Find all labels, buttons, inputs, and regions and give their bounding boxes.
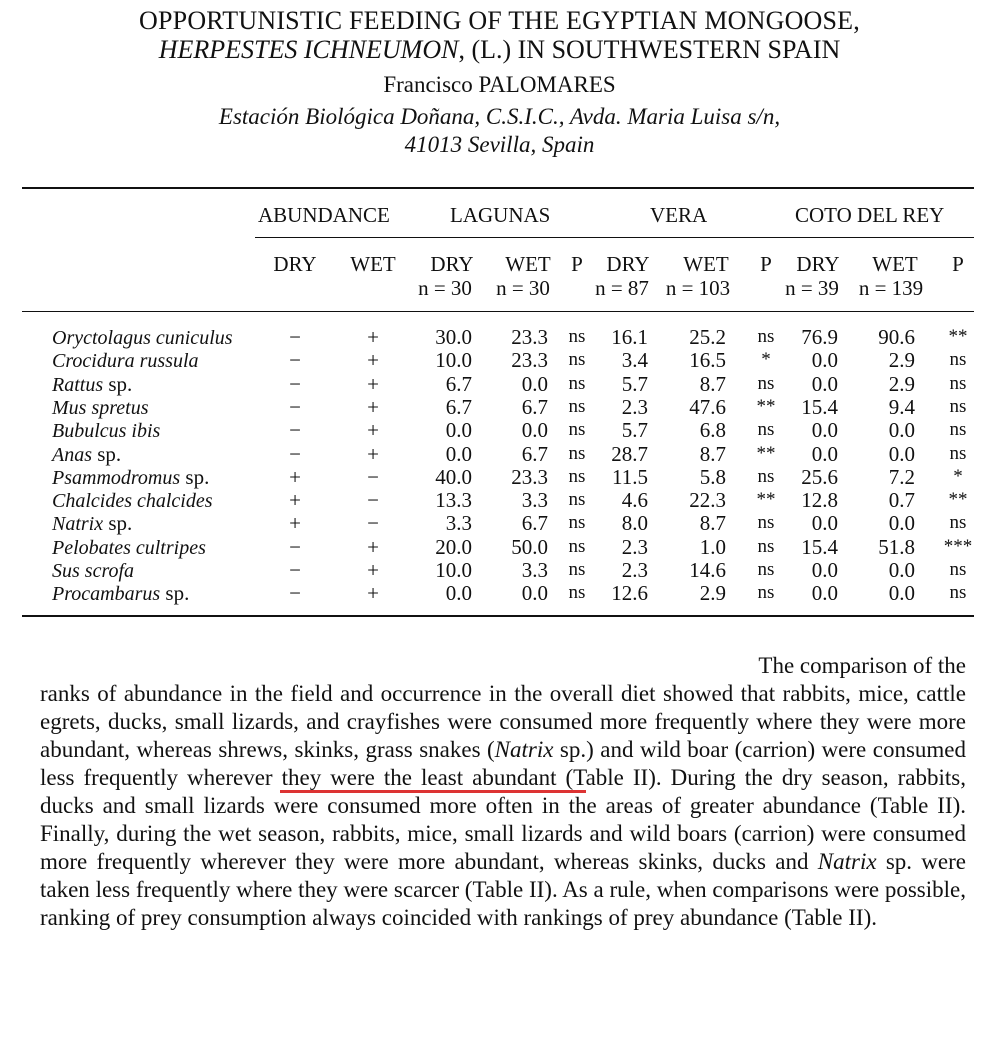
cell-abundance-dry: +: [289, 464, 301, 489]
species-name: [52, 558, 134, 583]
cell-lagunas-p: ns: [568, 349, 586, 371]
cell-coto-p: ns: [949, 512, 967, 534]
cell-lagunas-wet: 3.3: [521, 558, 548, 582]
cell-lagunas-p: ns: [568, 535, 586, 557]
cell-vera-p: ns: [757, 419, 775, 441]
author-first: Francisco: [383, 72, 479, 97]
header-bottom-rule: [22, 311, 974, 312]
cell-coto-dry: 0.0: [811, 441, 838, 466]
group-lagunas: LAGUNAS: [450, 203, 551, 227]
species-name: [52, 442, 121, 467]
cell-coto-wet: 9.4: [888, 394, 915, 419]
cell-abundance-wet: +: [367, 441, 379, 466]
cell-coto-wet: 0.0: [888, 441, 915, 466]
cell-lagunas-dry: 3.3: [445, 511, 472, 536]
cell-coto-p: ns: [949, 442, 967, 464]
subheader-vera-wet: WET: [683, 252, 729, 276]
cell-lagunas-wet: 6.7: [521, 511, 548, 536]
cell-lagunas-wet: 23.3: [511, 348, 548, 373]
n-label: n = 39: [785, 276, 839, 300]
subheader-coto-dry: DRY: [796, 252, 840, 276]
cell-lagunas-p: ns: [568, 582, 586, 604]
cell-lagunas-dry: 30.0: [435, 325, 472, 349]
author: [0, 71, 999, 99]
cell-vera-dry: 5.7: [621, 418, 648, 443]
cell-abundance-dry: −: [289, 418, 301, 443]
cell-lagunas-dry: 0.0: [445, 418, 472, 443]
cell-lagunas-wet: 6.7: [521, 394, 548, 419]
cell-vera-dry: 12.6: [611, 581, 648, 606]
species-name: [52, 348, 199, 373]
cell-coto-p: ***: [943, 535, 973, 557]
species-name: [52, 581, 189, 606]
group-abundance: ABUNDANCE: [258, 203, 390, 227]
title-rest: , (L.) IN SOUTHWESTERN SPAIN: [458, 35, 841, 64]
n-label: n = 30: [418, 276, 472, 300]
species-italic: Bubulcus ibis: [52, 420, 161, 443]
species-italic: Chalcides chalcides: [52, 490, 213, 513]
group-vera: VERA: [650, 203, 708, 227]
species-italic: Sus scrofa: [52, 560, 135, 582]
cell-coto-p: **: [948, 489, 968, 511]
cell-lagunas-dry: 6.7: [445, 371, 472, 396]
cell-coto-dry: 0.0: [811, 558, 838, 582]
cell-lagunas-dry: 6.7: [445, 394, 472, 419]
cell-coto-dry: 15.4: [801, 534, 838, 559]
subheader-lagunas-p: P: [571, 252, 583, 276]
group-rule: [255, 237, 974, 238]
cell-vera-wet: 22.3: [689, 488, 726, 513]
cell-lagunas-dry: 40.0: [435, 464, 472, 489]
subheader-vera-dry: DRY: [606, 252, 650, 276]
cell-abundance-dry: −: [289, 558, 301, 582]
cell-vera-p: **: [756, 395, 776, 417]
cell-vera-p: ns: [757, 326, 775, 347]
cell-vera-p: ns: [757, 465, 775, 487]
species-italic: Crocidura russula: [52, 350, 199, 373]
cell-vera-dry: 11.5: [612, 464, 648, 489]
group-coto-del-rey: COTO DEL REY: [795, 203, 945, 227]
cell-coto-wet: 0.0: [888, 581, 915, 606]
cell-lagunas-p: ns: [568, 395, 586, 417]
cell-abundance-wet: −: [367, 464, 379, 489]
cell-coto-p: ns: [949, 349, 967, 371]
cell-vera-dry: 4.6: [621, 488, 648, 513]
cell-coto-wet: 90.6: [878, 325, 915, 349]
cell-lagunas-wet: 6.7: [521, 441, 548, 466]
cell-lagunas-wet: 0.0: [521, 581, 548, 606]
species-name: [52, 418, 160, 443]
species-suffix: sp.: [92, 441, 122, 466]
cell-lagunas-wet: 0.0: [521, 418, 548, 443]
cell-vera-p: *: [761, 349, 771, 371]
species-name: [52, 535, 206, 560]
paper-header: [0, 6, 999, 159]
cell-abundance-dry: +: [289, 488, 301, 513]
title-species: HERPESTES ICHNEUMON: [158, 35, 459, 64]
cell-abundance-wet: +: [367, 558, 379, 582]
cell-coto-p: ns: [949, 395, 967, 417]
cell-abundance-dry: −: [289, 325, 301, 349]
cell-vera-dry: 5.7: [621, 371, 648, 396]
cell-lagunas-dry: 13.3: [435, 488, 472, 513]
paper-title-line2: [0, 35, 999, 65]
cell-vera-dry: 28.7: [611, 441, 648, 466]
cell-abundance-dry: −: [289, 581, 301, 606]
cell-lagunas-wet: 0.0: [521, 371, 548, 396]
cell-abundance-wet: +: [367, 325, 379, 349]
cell-vera-wet: 2.9: [699, 581, 726, 606]
cell-coto-wet: 7.2: [888, 464, 915, 489]
cell-vera-dry: 2.3: [621, 558, 648, 582]
cell-abundance-wet: +: [367, 581, 379, 606]
cell-abundance-wet: +: [367, 418, 379, 443]
paragraph-text-c: sp. were taken less frequently where they were scarcer (Table II). As a rule, when comparisons were possible, ranking of prey consumption always coincided with rankings of prey abundance (Table II).: [40, 849, 966, 930]
subheader-coto-wet: WET: [872, 252, 918, 276]
cell-lagunas-wet: 50.0: [511, 534, 548, 559]
subheader-lagunas-dry: DRY: [430, 252, 474, 276]
red-underline-annotation: [280, 790, 586, 793]
cell-coto-p: ns: [949, 419, 967, 441]
cell-vera-dry: 3.4: [621, 348, 648, 373]
cell-vera-p: ns: [757, 372, 775, 394]
cell-vera-wet: 25.2: [689, 325, 726, 349]
cell-lagunas-wet: 23.3: [511, 464, 548, 489]
cell-lagunas-p: ns: [568, 512, 586, 534]
cell-lagunas-p: ns: [568, 326, 586, 347]
cell-vera-wet: 16.5: [689, 348, 726, 373]
cell-vera-wet: 8.7: [699, 511, 726, 536]
cell-coto-wet: 0.0: [888, 558, 915, 582]
cell-coto-wet: 2.9: [888, 348, 915, 373]
species-italic: Anas: [52, 443, 92, 466]
author-last: PALOMARES: [478, 72, 616, 97]
subheader-vera-p: P: [760, 252, 772, 276]
cell-coto-dry: 0.0: [811, 371, 838, 396]
paragraph-natrix: Natrix: [494, 737, 554, 762]
cell-abundance-dry: +: [289, 511, 301, 536]
species-name: [52, 511, 132, 536]
cell-abundance-dry: −: [289, 371, 301, 396]
cell-lagunas-dry: 10.0: [435, 348, 472, 373]
table-bottom-rule: [22, 615, 974, 617]
cell-vera-wet: 8.7: [699, 441, 726, 466]
species-italic: Rattus: [52, 373, 104, 396]
subheader-coto-p: P: [952, 252, 964, 276]
cell-abundance-dry: −: [289, 534, 301, 559]
cell-abundance-wet: +: [367, 394, 379, 419]
cell-coto-wet: 51.8: [878, 534, 915, 559]
cell-coto-p: **: [948, 326, 968, 347]
cell-vera-wet: 5.8: [699, 464, 726, 489]
n-label: n = 103: [665, 276, 731, 300]
cell-lagunas-dry: 0.0: [445, 441, 472, 466]
species-italic: Psammodromus: [52, 466, 181, 489]
cell-vera-wet: 1.0: [699, 534, 726, 559]
species-suffix: sp.: [160, 581, 190, 606]
cell-coto-wet: 0.7: [888, 488, 915, 513]
species-italic: Pelobates cultripes: [52, 536, 206, 559]
cell-coto-p: *: [953, 465, 963, 487]
paragraph-text-a: ranks of abundance in the field and occurrence in the overall diet showed that rabbits, mice, cattle egrets, ducks, small lizards, and crayfishes were consumed more frequently where they were more abundant, whereas shrews, skinks, grass snakes (: [40, 681, 966, 762]
cell-lagunas-wet: 3.3: [521, 488, 548, 513]
species-name: [52, 395, 148, 420]
affiliation-line1: Estación Biológica Doñana, C.S.I.C., Avda. Maria Luisa s/n,: [218, 104, 781, 129]
cell-lagunas-p: ns: [568, 489, 586, 511]
species-suffix: sp.: [180, 464, 210, 489]
cell-lagunas-wet: 23.3: [511, 325, 548, 349]
species-name: [52, 325, 233, 350]
cell-coto-p: ns: [949, 559, 967, 580]
cell-coto-dry: 0.0: [811, 511, 838, 536]
cell-coto-p: ns: [949, 372, 967, 394]
cell-coto-p: ns: [949, 582, 967, 604]
cell-vera-wet: 14.6: [689, 558, 726, 582]
cell-vera-dry: 8.0: [621, 511, 648, 536]
cell-coto-dry: 15.4: [801, 394, 838, 419]
cell-vera-p: **: [756, 442, 776, 464]
cell-lagunas-p: ns: [568, 465, 586, 487]
cell-abundance-wet: +: [367, 371, 379, 396]
paragraph-natrix-2: Natrix: [817, 849, 877, 874]
cell-lagunas-dry: 10.0: [435, 558, 472, 582]
cell-vera-p: ns: [757, 535, 775, 557]
paper-title-line1: OPPORTUNISTIC FEEDING OF THE EGYPTIAN MONGOOSE,: [139, 6, 860, 35]
species-suffix: sp.: [103, 511, 133, 536]
cell-vera-dry: 2.3: [621, 394, 648, 419]
cell-vera-dry: 16.1: [611, 325, 648, 349]
cell-vera-p: ns: [757, 582, 775, 604]
affiliation-line2: 41013 Sevilla, Spain: [404, 132, 595, 157]
species-suffix: sp.: [103, 371, 133, 396]
cell-lagunas-p: ns: [568, 442, 586, 464]
cell-abundance-wet: −: [367, 488, 379, 513]
subheader-abundance-wet: WET: [350, 252, 396, 276]
cell-coto-dry: 0.0: [811, 581, 838, 606]
subheader-lagunas-wet: WET: [505, 252, 551, 276]
cell-abundance-dry: −: [289, 348, 301, 373]
cell-abundance-dry: −: [289, 394, 301, 419]
cell-coto-wet: 0.0: [888, 418, 915, 443]
table-top-rule: [22, 187, 974, 189]
cell-coto-dry: 12.8: [801, 488, 838, 513]
cell-lagunas-dry: 0.0: [445, 581, 472, 606]
species-italic: Procambarus: [52, 583, 161, 606]
species-italic: Natrix: [52, 513, 104, 536]
species-italic: Oryctolagus cuniculus: [52, 327, 233, 349]
n-label: n = 30: [496, 276, 550, 300]
cell-abundance-wet: +: [367, 534, 379, 559]
cell-lagunas-p: ns: [568, 419, 586, 441]
cell-vera-wet: 6.8: [699, 418, 726, 443]
cell-abundance-dry: −: [289, 441, 301, 466]
subheader-abundance-dry: DRY: [273, 252, 317, 276]
cell-vera-p: ns: [757, 559, 775, 580]
cell-lagunas-p: ns: [568, 559, 586, 580]
cell-abundance-wet: +: [367, 348, 379, 373]
n-label: n = 139: [858, 276, 924, 300]
cell-vera-wet: 47.6: [689, 394, 726, 419]
cell-coto-wet: 0.0: [888, 511, 915, 536]
paragraph-text-b: sp.) and wild boar (carrion) were consumed less frequently wherever they were the least abundant (Table II). During the dry season, rabbits, ducks and small lizards were consumed more often in the areas of greater abundance (Table II). Finally, during the wet season, rabbits, mice, small lizards and wild boars (carrion) were consumed more frequently wherever they were more abundant, whereas skinks, ducks and: [40, 737, 966, 874]
cell-coto-wet: 2.9: [888, 371, 915, 396]
n-label: n = 87: [595, 276, 649, 300]
species-italic: Mus spretus: [52, 396, 149, 419]
cell-coto-dry: 25.6: [801, 464, 838, 489]
cell-vera-p: **: [756, 489, 776, 511]
species-name: [52, 372, 132, 397]
species-name: [52, 488, 213, 513]
cell-vera-p: ns: [757, 512, 775, 534]
cell-vera-dry: 2.3: [621, 534, 648, 559]
paragraph-first-line: The comparison of the: [758, 653, 966, 678]
cell-lagunas-dry: 20.0: [435, 534, 472, 559]
cell-coto-dry: 0.0: [811, 418, 838, 443]
cell-lagunas-p: ns: [568, 372, 586, 394]
species-name: [52, 465, 209, 490]
cell-abundance-wet: −: [367, 511, 379, 536]
cell-coto-dry: 0.0: [811, 348, 838, 373]
cell-vera-wet: 8.7: [699, 371, 726, 396]
cell-coto-dry: 76.9: [801, 325, 838, 349]
